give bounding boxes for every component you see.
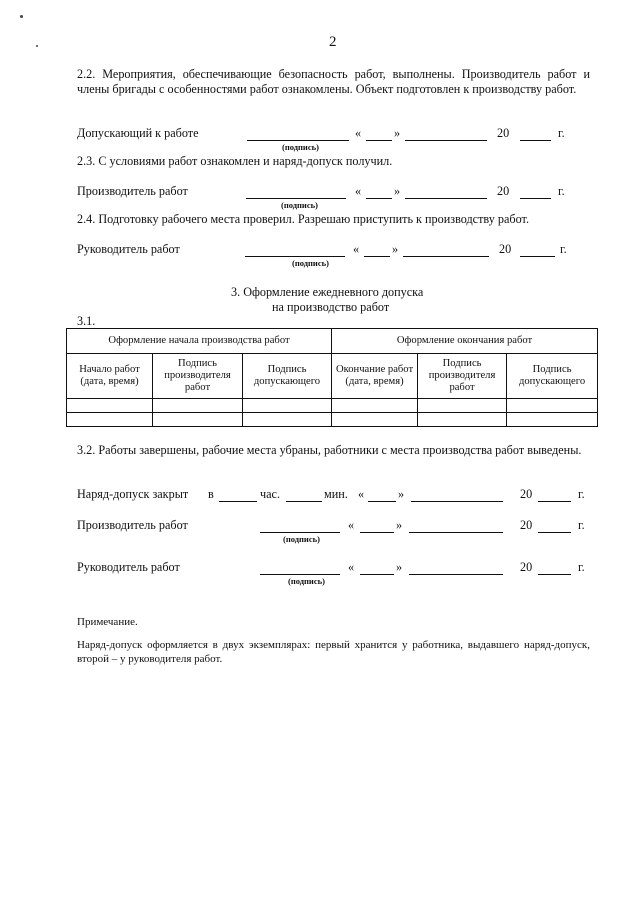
table-group-start: Оформление начала производства работ (67, 329, 332, 354)
close-quote: » (398, 487, 405, 501)
scan-speck (36, 45, 38, 47)
signature-line[interactable] (247, 140, 349, 141)
daily-admission-table (66, 328, 598, 427)
year-field[interactable] (520, 140, 551, 141)
year-prefix: 20 (497, 184, 510, 198)
table-cell[interactable] (418, 413, 507, 427)
table-cell[interactable] (243, 399, 332, 413)
table-cell[interactable] (332, 413, 418, 427)
note-title: Примечание. (77, 616, 138, 628)
signature-caption: (подпись) (282, 142, 319, 152)
year-suffix: г. (578, 560, 585, 574)
paragraph-3-2: 3.2. Работы завершены, рабочие места убраны, работники с места производства работ выведены. (77, 443, 582, 457)
day-field[interactable] (368, 501, 396, 502)
open-quote: « (348, 518, 355, 532)
hour-field[interactable] (219, 501, 257, 502)
table-cell[interactable] (153, 413, 243, 427)
scan-speck (20, 15, 23, 18)
close-quote: » (394, 184, 401, 198)
column-header: Подпись производителя работ (418, 354, 507, 399)
column-header: Подпись допускающего (243, 354, 332, 399)
day-field[interactable] (366, 198, 392, 199)
month-field[interactable] (409, 574, 503, 575)
signature-line[interactable] (260, 574, 340, 575)
year-suffix: г. (558, 126, 565, 140)
column-header: Подпись допускающего (507, 354, 598, 399)
signature-caption: (подпись) (292, 258, 329, 268)
year-field[interactable] (538, 501, 571, 502)
section-3-subtitle: на производство работ (272, 300, 390, 314)
signature-caption: (подпись) (281, 200, 318, 210)
month-field[interactable] (405, 140, 487, 141)
year-suffix: г. (578, 518, 585, 532)
section-3-title: 3. Оформление ежедневного допуска (231, 285, 424, 299)
year-prefix: 20 (520, 560, 533, 574)
table-cell[interactable] (418, 399, 507, 413)
close-quote: » (396, 518, 403, 532)
table-cell[interactable] (507, 399, 598, 413)
admitter-label: Допускающий к работе (77, 126, 199, 140)
year-field[interactable] (538, 532, 571, 533)
close-quote: » (392, 242, 399, 256)
table-cell[interactable] (332, 399, 418, 413)
close-quote: » (396, 560, 403, 574)
table-cell[interactable] (507, 413, 598, 427)
open-quote: « (355, 126, 362, 140)
in-word: в (208, 487, 214, 501)
year-suffix: г. (578, 487, 585, 501)
minute-word: мин. (324, 487, 348, 501)
table-row (67, 413, 598, 427)
year-prefix: 20 (520, 487, 533, 501)
page-number: 2 (329, 34, 337, 50)
year-field[interactable] (520, 198, 551, 199)
day-field[interactable] (360, 532, 394, 533)
table-cell[interactable] (243, 413, 332, 427)
table-cell[interactable] (153, 399, 243, 413)
manager-label: Руководитель работ (77, 560, 180, 574)
table-row (67, 399, 598, 413)
note-text: Наряд-допуск оформляется в двух экземплярах: первый хранится у работника, выдавшего наряд-допуск, второй – у руководителя работ. (77, 639, 590, 665)
signature-caption: (подпись) (283, 534, 320, 544)
month-field[interactable] (405, 198, 487, 199)
open-quote: « (355, 184, 362, 198)
column-header: Начало работ (дата, время) (67, 354, 153, 399)
manager-label: Руководитель работ (77, 242, 180, 256)
open-quote: « (348, 560, 355, 574)
year-prefix: 20 (499, 242, 512, 256)
year-prefix: 20 (497, 126, 510, 140)
year-suffix: г. (558, 184, 565, 198)
day-field[interactable] (360, 574, 394, 575)
day-field[interactable] (366, 140, 392, 141)
producer-label: Производитель работ (77, 518, 188, 532)
closed-label: Наряд-допуск закрыт (77, 487, 189, 501)
open-quote: « (353, 242, 360, 256)
year-suffix: г. (560, 242, 567, 256)
table-group-end: Оформление окончания работ (332, 329, 598, 354)
year-field[interactable] (520, 256, 555, 257)
minute-field[interactable] (286, 501, 322, 502)
signature-line[interactable] (245, 256, 345, 257)
signature-line[interactable] (246, 198, 346, 199)
producer-label: Производитель работ (77, 184, 188, 198)
subsection-3-1: 3.1. (77, 314, 96, 328)
paragraph-2-4: 2.4. Подготовку рабочего места проверил. Разрешаю приступить к производству работ. (77, 212, 529, 226)
close-quote: » (394, 126, 401, 140)
table-cell[interactable] (67, 399, 153, 413)
month-field[interactable] (411, 501, 503, 502)
paragraph-2-2: 2.2. Мероприятия, обеспечивающие безопасность работ, выполнены. Производитель работ и члены бригады с особенностями работ ознакомлены. Объект подготовлен к производству работ. (77, 67, 590, 96)
year-field[interactable] (538, 574, 571, 575)
table-cell[interactable] (67, 413, 153, 427)
column-header: Подпись производителя работ (153, 354, 243, 399)
signature-caption: (подпись) (288, 576, 325, 586)
month-field[interactable] (409, 532, 503, 533)
day-field[interactable] (364, 256, 390, 257)
hour-word: час. (260, 487, 280, 501)
column-header: Окончание работ (дата, время) (332, 354, 418, 399)
paragraph-2-3: 2.3. С условиями работ ознакомлен и наряд-допуск получил. (77, 154, 393, 168)
open-quote: « (358, 487, 365, 501)
signature-line[interactable] (260, 532, 340, 533)
month-field[interactable] (403, 256, 489, 257)
year-prefix: 20 (520, 518, 533, 532)
